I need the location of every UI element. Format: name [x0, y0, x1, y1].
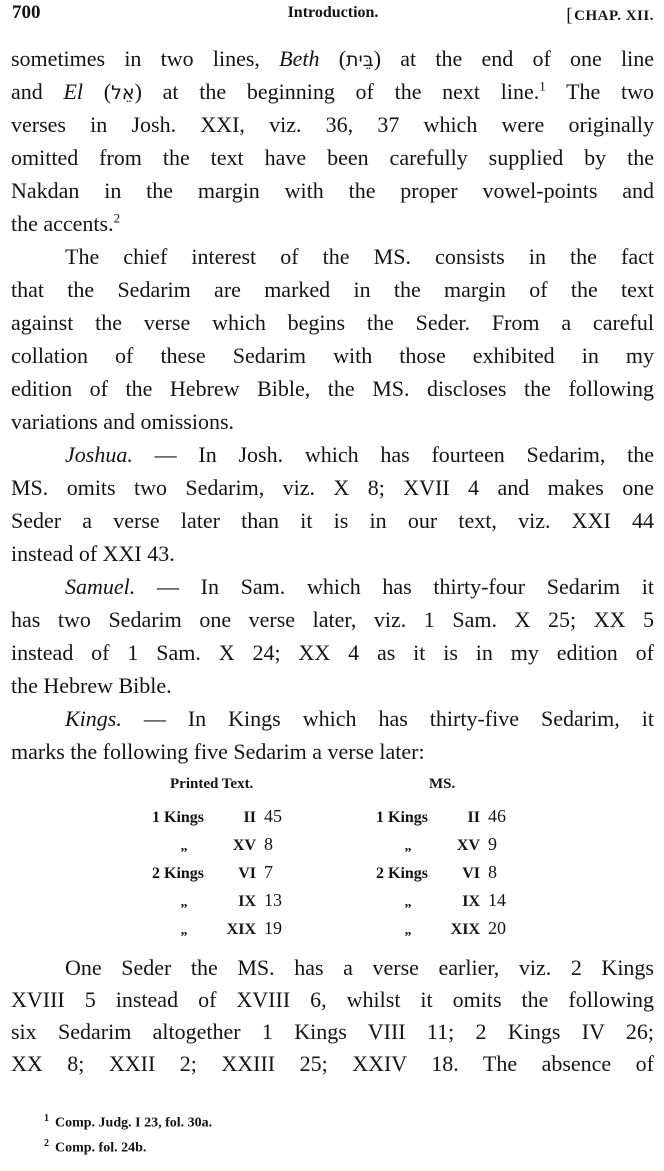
- footnotes: [44, 1106, 212, 1156]
- table-row: „ IX 14: [376, 890, 518, 911]
- chapter-bracket: [: [566, 5, 574, 26]
- footnote-ref: 1: [539, 78, 546, 94]
- sedarim-variation-table: [0, 776, 664, 948]
- column-header-ms: MS.: [429, 776, 456, 792]
- chapter-text: CHAP. XII.: [574, 8, 654, 24]
- ditto-mark: „: [180, 839, 188, 854]
- text-line: Kings. — In Kings which has thirty-five Sedarim, it: [65, 706, 654, 731]
- column-header-printed-text: Printed Text.: [170, 776, 254, 792]
- text-line: the Hebrew Bible.: [11, 673, 172, 698]
- main-text: [11, 42, 654, 768]
- table-row: „ XIX 19: [152, 918, 294, 939]
- main-text-continued: [11, 952, 654, 1080]
- table-row: „ XIX 20: [376, 918, 518, 939]
- text-line: Samuel. — In Sam. which has thirty-four Sedarim it: [65, 574, 654, 599]
- running-header: [12, 2, 654, 28]
- table-row: „ IX 13: [152, 890, 294, 911]
- text-line: Nakdan in the margin with the proper vowel-points and: [11, 178, 654, 203]
- ditto-mark: „: [180, 923, 188, 938]
- text-line: verses in Josh. XXI, viz. 36, 37 which were originally: [11, 112, 654, 137]
- ditto-mark: „: [404, 923, 412, 938]
- running-title: Introduction.: [287, 4, 379, 21]
- section-name-samuel: Samuel.: [65, 574, 136, 599]
- table-row: 2 Kings VI 8: [376, 862, 497, 882]
- text-line: that the Sedarim are marked in the margin of the text: [11, 277, 654, 302]
- section-name-joshua: Joshua.: [65, 442, 133, 467]
- section-name-kings: Kings.: [65, 706, 122, 731]
- text-line: omitted from the text have been carefully supplied by the: [11, 145, 654, 170]
- table-row: 1 Kings II 45: [152, 806, 282, 826]
- text-line: and El (אֵל) at the beginning of the next line.$^1$ The two: [11, 78, 654, 104]
- text-line: against the verse which begins the Seder. From a careful: [11, 310, 654, 335]
- ditto-mark: „: [180, 895, 188, 910]
- text-line: Joshua. — In Josh. which has fourteen Sedarim, the: [65, 442, 654, 467]
- chapter-label: [566, 4, 654, 26]
- text-line: One Seder the MS. has a verse earlier, viz. 2 Kings: [65, 955, 654, 980]
- footnote-text: Comp. Judg. I 23, fol. 30a.: [55, 1115, 213, 1131]
- text-line: The chief interest of the MS. consists in the fact: [65, 244, 654, 269]
- footnote-mark: 1: [44, 1113, 49, 1124]
- footnote: [44, 1106, 212, 1131]
- text-line: edition of the Hebrew Bible, the MS. discloses the following: [11, 376, 654, 401]
- text-line: variations and omissions.: [11, 409, 235, 434]
- hebrew-word-el: אֵל: [111, 82, 135, 104]
- footnote: [44, 1131, 212, 1156]
- table-row: „ XV 9: [376, 834, 518, 855]
- table-row: 2 Kings VI 7: [152, 862, 273, 882]
- text-line: sometimes in two lines, Beth (בֵּית) at the end of one line: [11, 46, 654, 71]
- text-line: XX 8; XXII 2; XXIII 25; XXIV 18. The absence of: [11, 1051, 654, 1076]
- ditto-mark: „: [404, 895, 412, 910]
- text-line: Seder a verse later than it is in our text, viz. XXI 44: [11, 508, 654, 533]
- footnote-mark: 2: [44, 1138, 49, 1149]
- text-line: has two Sedarim one verse later, viz. 1 Sam. X 25; XX 5: [11, 607, 654, 632]
- text-line: instead of XXI 43.: [11, 541, 175, 566]
- footnote-ref: 2: [113, 210, 121, 226]
- table-row: 1 Kings II 46: [376, 806, 506, 826]
- footnote-text: Comp. fol. 24b.: [55, 1140, 147, 1156]
- text-line: XVIII 5 instead of XVIII 6, whilst it omits the following: [11, 987, 654, 1012]
- hebrew-word-beth: בֵּית: [346, 49, 374, 71]
- text-line: marks the following five Sedarim a verse later:: [11, 739, 425, 764]
- text-line: collation of these Sedarim with those exhibited in my: [11, 343, 654, 368]
- text-line: instead of 1 Sam. X 24; XX 4 as it is in my edition of: [11, 640, 654, 665]
- ditto-mark: „: [404, 839, 412, 854]
- table-row: „ XV 8: [152, 834, 294, 855]
- text-line: six Sedarim altogether 1 Kings VIII 11; 2 Kings IV 26;: [11, 1019, 654, 1044]
- page-number: 700: [12, 2, 41, 23]
- text-line: the accents.$^2$: [11, 210, 121, 236]
- text-line: MS. omits two Sedarim, viz. X 8; XVII 4 and makes one: [11, 475, 654, 500]
